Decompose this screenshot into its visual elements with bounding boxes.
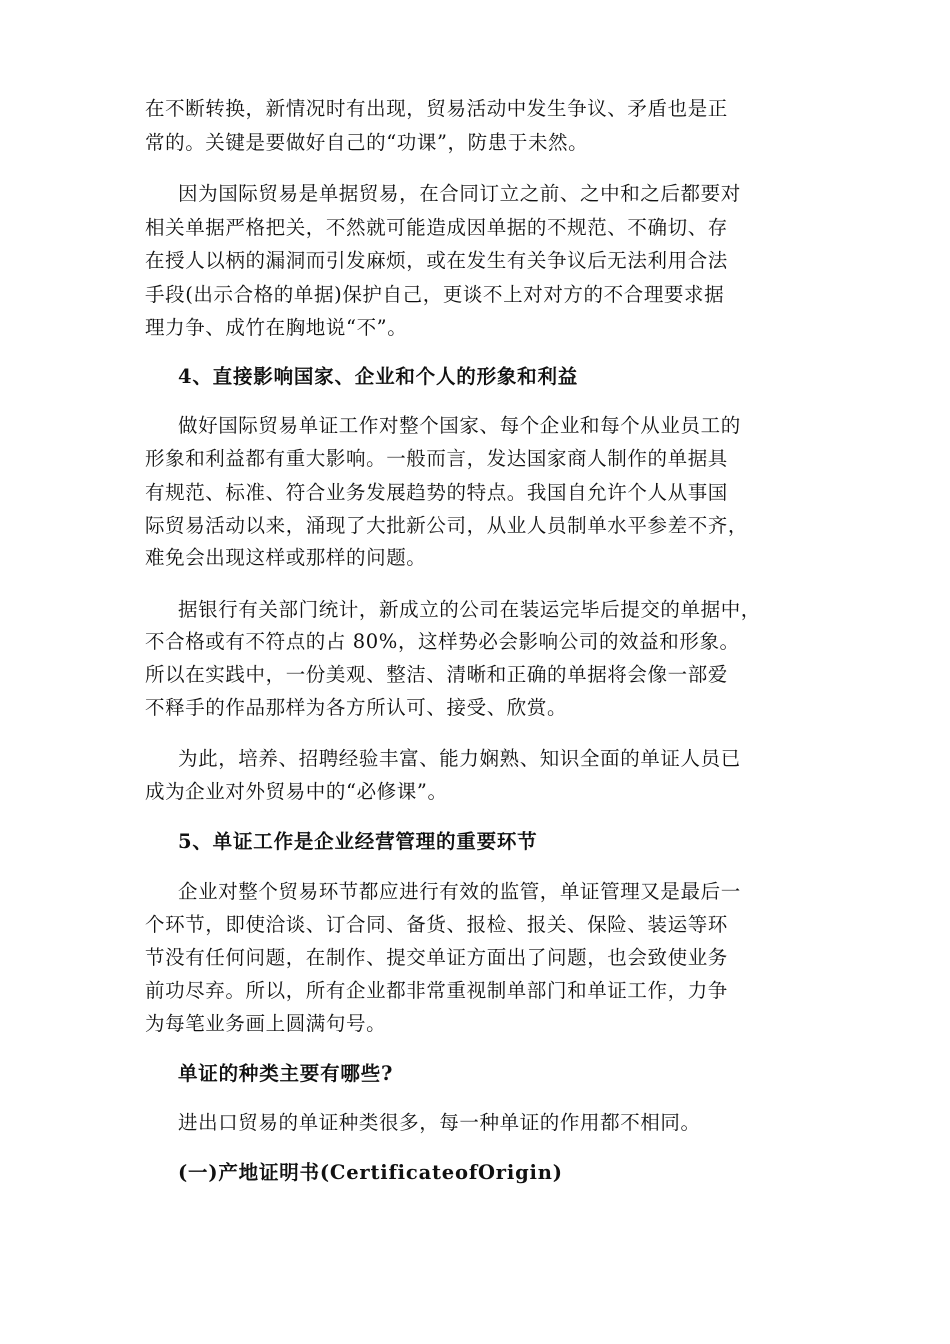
paragraph-line: 做好国际贸易单证工作对整个国家、每个企业和每个从业员工的 [178, 414, 741, 437]
section-heading: 单证的种类主要有哪些? [178, 1062, 394, 1085]
paragraph-line: 形象和利益都有重大影响。一般而言，发达国家商人制作的单据具 [145, 447, 728, 470]
paragraph-line: 在不断转换，新情况时有出现，贸易活动中发生争议、矛盾也是正 [145, 97, 728, 120]
paragraph-line: 手段(出示合格的单据)保护自己，更谈不上对对方的不合理要求据 [145, 283, 725, 306]
paragraph-line: 难免会出现这样或那样的问题。 [145, 546, 427, 569]
section-heading: (一)产地证明书(CertificateofOrigin) [178, 1161, 563, 1184]
paragraph-line: 前功尽弃。所以，所有企业都非常重视制单部门和单证工作，力争 [145, 979, 728, 1002]
paragraph-line: 企业对整个贸易环节都应进行有效的监管，单证管理又是最后一 [178, 880, 741, 903]
section-heading: 5、单证工作是企业经营管理的重要环节 [178, 830, 538, 853]
paragraph-line: 据银行有关部门统计，新成立的公司在装运完毕后提交的单据中， [178, 598, 761, 621]
paragraph-line: 为此，培养、招聘经验丰富、能力娴熟、知识全面的单证人员已 [178, 747, 741, 770]
paragraph-line: 有规范、标准、符合业务发展趋势的特点。我国自允许个人从事国 [145, 481, 728, 504]
section-heading: 4、直接影响国家、企业和个人的形象和利益 [178, 365, 579, 388]
paragraph-line: 个环节，即使洽谈、订合同、备货、报检、报关、保险、装运等环 [145, 913, 728, 936]
paragraph-line: 所以在实践中，一份美观、整洁、清晰和正确的单据将会像一部爱 [145, 663, 728, 686]
paragraph-line: 际贸易活动以来，涌现了大批新公司，从业人员制单水平参差不齐， [145, 514, 749, 537]
paragraph-line: 节没有任何问题，在制作、提交单证方面出了问题，也会致使业务 [145, 946, 728, 969]
paragraph-line: 相关单据严格把关，不然就可能造成因单据的不规范、不确切、存 [145, 216, 728, 239]
paragraph-line: 为每笔业务画上圆满句号。 [145, 1012, 387, 1035]
paragraph-line: 因为国际贸易是单据贸易，在合同订立之前、之中和之后都要对 [178, 182, 741, 205]
paragraph-line: 不释手的作品那样为各方所认可、接受、欣赏。 [145, 696, 568, 719]
paragraph-line: 不合格或有不符点的占 80%，这样势必会影响公司的效益和形象。 [145, 630, 740, 653]
paragraph-line: 理力争、成竹在胸地说“不”。 [145, 316, 408, 339]
paragraph-line: 成为企业对外贸易中的“必修课”。 [145, 780, 448, 803]
paragraph-line: 常的。关键是要做好自己的“功课”，防患于未然。 [145, 131, 589, 154]
paragraph-line: 进出口贸易的单证种类很多，每一种单证的作用都不相同。 [178, 1111, 701, 1134]
paragraph-line: 在授人以柄的漏洞而引发麻烦，或在发生有关争议后无法利用合法 [145, 249, 728, 272]
